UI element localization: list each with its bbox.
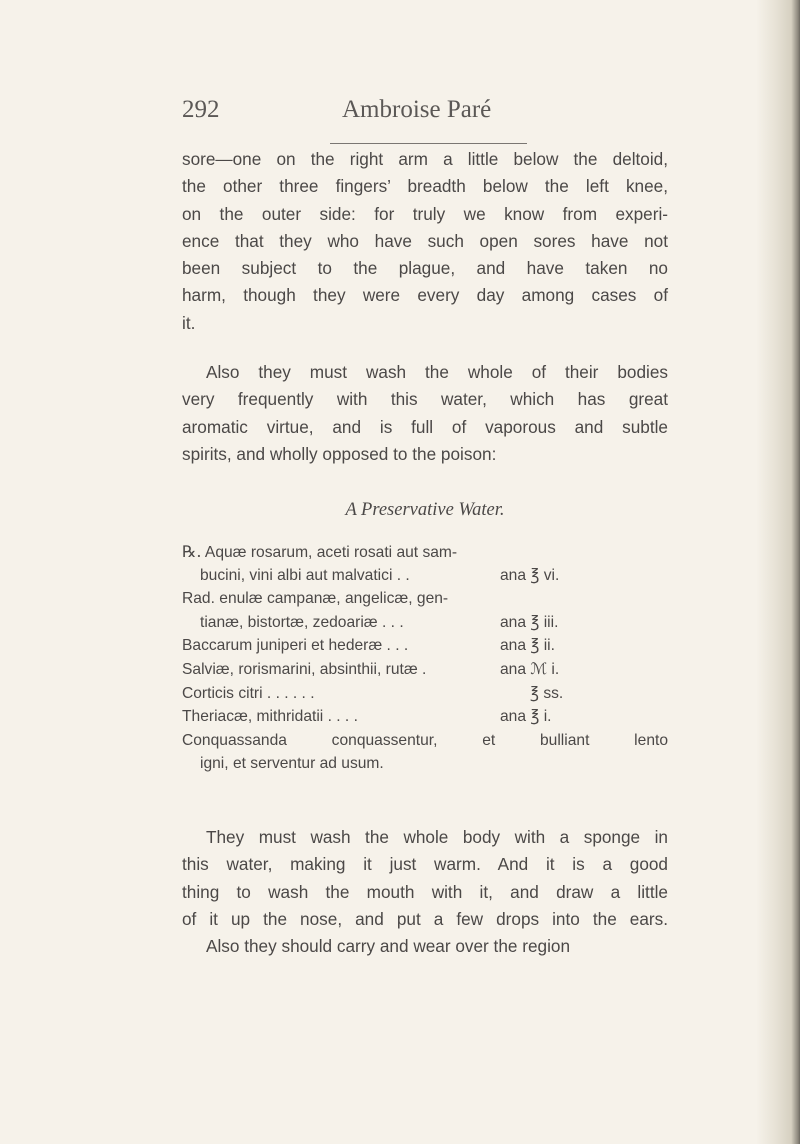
recipe-quantity: ℥ ss. — [530, 684, 564, 702]
text-line: on the outer side: for truly we know from experi- — [182, 203, 668, 224]
text-line: ence that they who have such open sores have not — [182, 230, 668, 251]
recipe-row — [182, 540, 668, 564]
paragraph-2 — [182, 359, 668, 468]
text-line: very frequently with this water, which has great — [182, 389, 668, 410]
text-line: of it up the nose, and put a few drops into the ears. — [182, 908, 668, 929]
recipe-quantity: ana ℥ ii. — [500, 637, 555, 655]
recipe-quantity: ana ℥ i. — [500, 708, 552, 726]
text-line: Also they should carry and wear over the region — [206, 936, 571, 957]
text-line: this water, making it just warm. And it is a good — [182, 854, 668, 875]
page-edge-shadow — [756, 0, 800, 1144]
recipe-row — [182, 611, 668, 635]
paragraph-3 — [182, 824, 668, 960]
recipe-row — [182, 587, 668, 611]
rx-symbol: ℞. — [182, 542, 202, 561]
page-header — [182, 96, 582, 130]
recipe-quantity: ana ℥ vi. — [500, 566, 560, 584]
paragraph-1 — [182, 146, 668, 337]
recipe-ingredient: tianæ, bistortæ, zedoariæ . . . — [200, 613, 404, 631]
page-number: 292 — [182, 96, 220, 123]
text-line: aromatic virtue, and is full of vaporous and subtle — [182, 416, 668, 437]
text-line: thing to wash the mouth with it, and draw a little — [182, 881, 668, 902]
text-line: the other three fingers’ breadth below the left knee, — [182, 176, 668, 197]
recipe-ingredient: Salviæ, rorismarini, absinthii, rutæ . — [182, 660, 427, 678]
recipe-block — [182, 540, 668, 776]
recipe-title: A Preservative Water. — [345, 500, 505, 520]
recipe-ingredient: Corticis citri . . . . . . — [182, 684, 315, 702]
recipe-row — [182, 729, 668, 753]
text-line: it. — [182, 312, 196, 333]
recipe-instruction: Conquassanda conquassentur, et bulliant lento — [182, 731, 668, 749]
recipe-quantity: ana ℥ iii. — [500, 613, 559, 631]
recipe-row — [182, 752, 668, 776]
text-line: sore—one on the right arm a little below the deltoid, — [182, 149, 668, 169]
text-line: harm, though they were every day among cases of — [182, 285, 668, 306]
text-line: They must wash the whole body with a sponge in — [206, 827, 668, 847]
recipe-row — [182, 634, 668, 658]
recipe-ingredient: Aquæ rosarum, aceti rosati aut sam- — [204, 544, 458, 561]
recipe-instruction: igni, et serventur ad usum. — [200, 755, 384, 773]
recipe-ingredient: bucini, vini albi aut malvatici . . — [200, 566, 410, 584]
running-head: Ambroise Paré — [342, 96, 492, 123]
recipe-row — [182, 682, 668, 706]
header-rule — [330, 143, 527, 144]
recipe-ingredient: Theriacæ, mithridatii . . . . — [182, 708, 358, 726]
text-line: spirits, and wholly opposed to the poison: — [182, 443, 497, 464]
recipe-row — [182, 658, 668, 682]
recipe-row — [182, 705, 668, 729]
recipe-ingredient: Rad. enulæ campanæ, angelicæ, gen- — [182, 590, 449, 608]
text-line: been subject to the plague, and have taken no — [182, 258, 668, 279]
recipe-row — [182, 564, 668, 588]
recipe-quantity: ana ℳ i. — [500, 660, 560, 678]
recipe-ingredient: Baccarum juniperi et hederæ . . . — [182, 637, 409, 655]
text-line: Also they must wash the whole of their bodies — [206, 362, 668, 382]
